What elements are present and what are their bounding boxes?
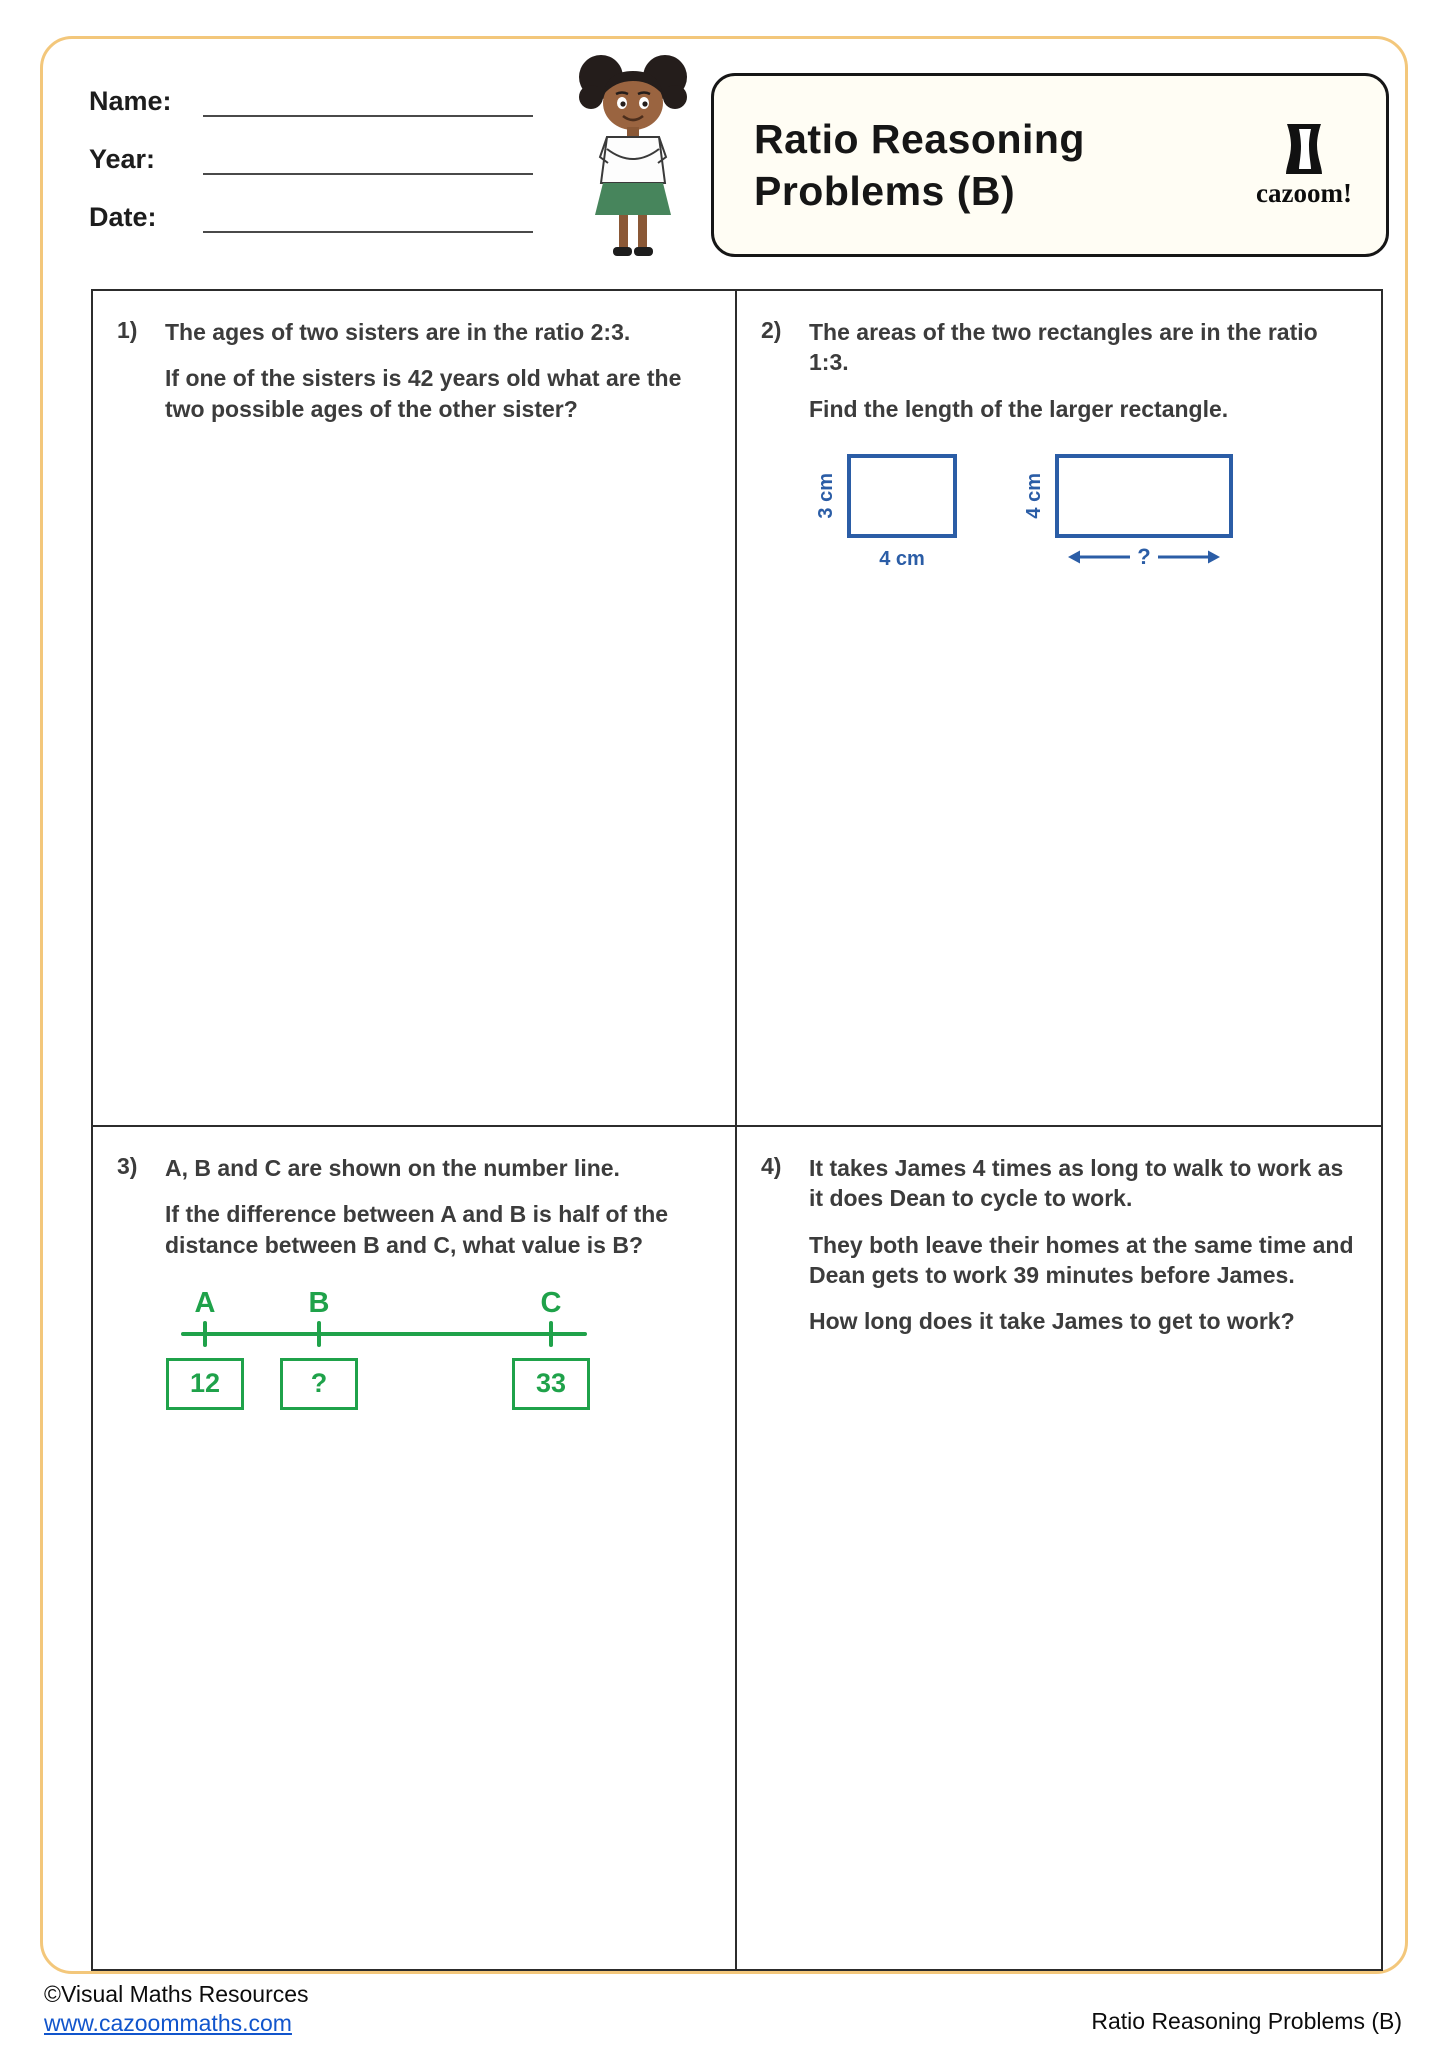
point-a-value-box: 12 — [166, 1358, 244, 1410]
small-rect-width-label: 4 cm — [879, 548, 925, 571]
footer-doc-title: Ratio Reasoning Problems (B) — [1091, 2008, 1402, 2034]
problem-2-cell — [737, 291, 1381, 1127]
problem-4-body — [809, 1153, 1355, 1949]
problem-2-text-1: The areas of the two rectangles are in the ratio 1:3. — [809, 319, 1318, 376]
page-title — [754, 113, 1085, 218]
tick-c — [549, 1321, 553, 1347]
problem-1-cell — [93, 291, 737, 1127]
date-label: Date: — [89, 202, 157, 232]
tick-a — [203, 1321, 207, 1347]
cazoom-vase-icon — [1282, 122, 1326, 176]
large-rectangle-group — [1019, 454, 1233, 568]
cazoom-logo-text: cazoom! — [1256, 177, 1352, 208]
year-field-row — [89, 141, 533, 175]
problem-3-body — [165, 1153, 709, 1949]
problem-4-text-1: It takes James 4 times as long to walk to work as it does Dean to cycle to work. — [809, 1155, 1344, 1212]
unknown-width-arrow — [1055, 546, 1233, 568]
problem-1-text-1: The ages of two sisters are in the ratio 2:3. — [165, 319, 631, 345]
problem-3-text-2: If the difference between A and B is half of the distance between B and C, what value is B? — [165, 1201, 669, 1258]
page-title-line2: Problems (B) — [754, 168, 1016, 214]
problem-2-body — [809, 317, 1355, 1105]
point-c-label: C — [540, 1287, 562, 1320]
small-rect-height-label: 3 cm — [814, 473, 837, 519]
left-arrow-icon — [1068, 546, 1130, 568]
cazoom-logo — [1256, 122, 1352, 209]
point-a-label: A — [194, 1287, 216, 1320]
year-underline — [203, 145, 533, 175]
small-rectangle — [847, 454, 957, 538]
date-underline — [203, 203, 533, 233]
problem-3-number: 3) — [117, 1153, 138, 1179]
date-field-row — [89, 199, 533, 233]
point-c-value-box: 33 — [512, 1358, 590, 1410]
year-label: Year: — [89, 144, 156, 174]
rectangles-diagram — [811, 454, 1355, 572]
small-rectangle-group — [811, 454, 957, 572]
problem-3-text-1: A, B and C are shown on the number line. — [165, 1155, 620, 1181]
name-field-row — [89, 83, 533, 117]
point-b-value-box: ? — [280, 1358, 358, 1410]
problem-4-cell — [737, 1127, 1381, 1969]
problem-4-text-2: They both leave their homes at the same time and Dean gets to work 39 minutes before James. — [809, 1231, 1354, 1289]
footer-left — [44, 1980, 309, 2038]
student-fields — [89, 83, 533, 257]
point-b-label: B — [308, 1287, 330, 1320]
name-label: Name: — [89, 86, 172, 116]
problem-2-text-2: Find the length of the larger rectangle. — [809, 395, 1229, 422]
large-rectangle — [1055, 454, 1233, 538]
cazoommaths-link[interactable]: www.cazoommaths.com — [44, 2009, 292, 2036]
problem-1-body — [165, 317, 709, 1105]
large-rect-width-label: ? — [1137, 544, 1151, 570]
problem-1-text-2: If one of the sisters is 42 years old what are the two possible ages of the other sister? — [165, 365, 682, 422]
worksheet-title-box — [711, 73, 1389, 257]
name-underline — [203, 87, 533, 117]
copyright-text: ©Visual Maths Resources — [44, 1981, 309, 2007]
large-rect-height-label: 4 cm — [1022, 473, 1045, 519]
problem-2-number: 2) — [761, 317, 782, 343]
problem-1-number: 1) — [117, 317, 138, 343]
worksheet-page-frame — [40, 36, 1408, 1974]
problems-grid — [91, 289, 1383, 1971]
problem-4-number: 4) — [761, 1153, 782, 1179]
problem-4-text-3: How long does it take James to get to work? — [809, 1308, 1295, 1335]
right-arrow-icon — [1158, 546, 1220, 568]
student-character-illustration — [563, 51, 703, 266]
number-line-diagram — [181, 1288, 611, 1440]
tick-b — [317, 1321, 321, 1347]
number-line — [181, 1332, 587, 1336]
mascot-container — [563, 51, 703, 271]
problem-3-cell — [93, 1127, 737, 1969]
page-title-line1: Ratio Reasoning — [754, 115, 1085, 162]
